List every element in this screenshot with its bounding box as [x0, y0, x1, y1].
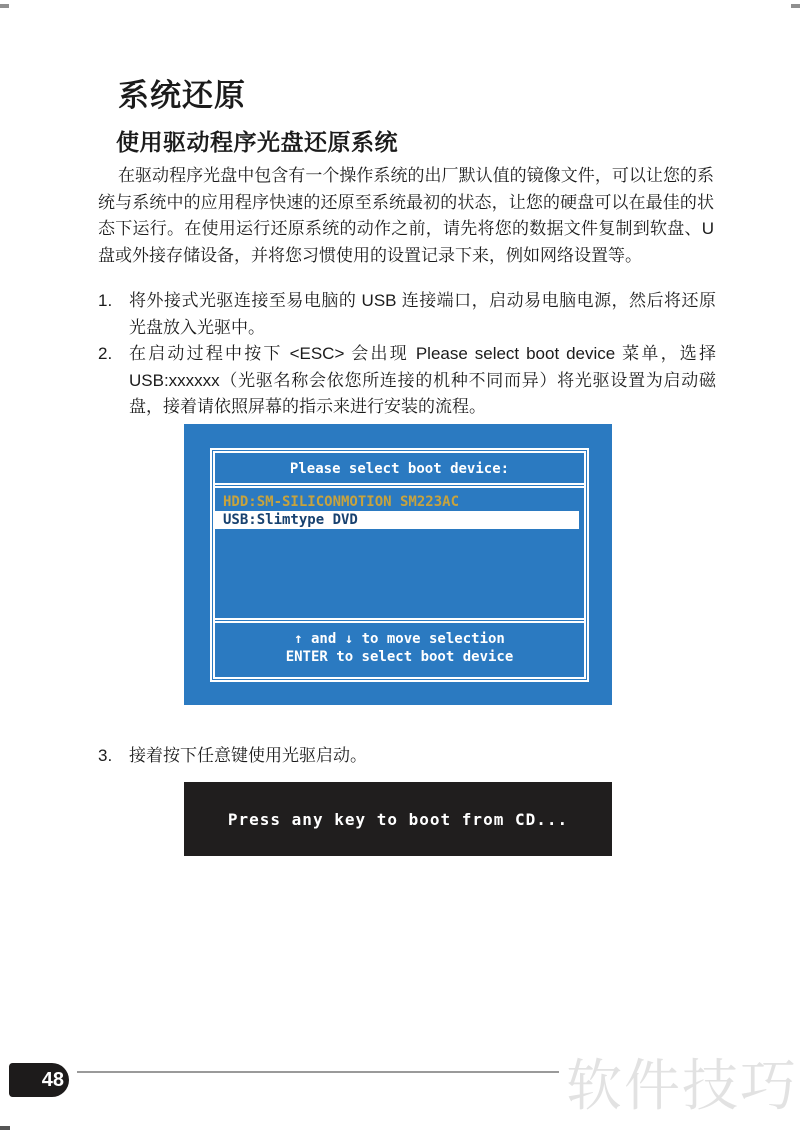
boot-hint-enter-select: ENTER to select boot device: [285, 649, 514, 665]
boot-hint-move-selection: ↑ and ↓ to move selection: [294, 631, 505, 647]
step-item-1: [98, 288, 716, 341]
boot-terminal-screenshot: [184, 782, 612, 856]
crop-mark-top-right: [791, 4, 800, 8]
footer-rule-line: [77, 1071, 559, 1073]
boot-device-option-usb-selected[interactable]: USB:Slimtype DVD: [215, 511, 579, 529]
terminal-message: Press any key to boot from CD...: [227, 809, 569, 829]
crop-mark-bottom-left: [0, 1126, 10, 1130]
step-item-3: [98, 743, 716, 770]
boot-device-list: [215, 488, 584, 618]
step-number: 1.: [98, 291, 113, 310]
section-title: 使用驱动程序光盘还原系统: [116, 129, 398, 155]
page-title: 系统还原: [118, 78, 246, 113]
step-item-2: [98, 341, 716, 421]
step-text: 接着按下任意键使用光驱启动。: [129, 746, 367, 765]
page-number: 48: [41, 1069, 64, 1091]
step-text: 在启动过程中按下 <ESC> 会出现 Please select boot device 菜单，选择 USB:xxxxxx（光驱名称会依您所连接的机种不同而异）将光驱设置为启动磁盘，接着请依照屏幕的指示来进行安装的流程。: [129, 344, 716, 416]
step-number: 3.: [98, 746, 113, 765]
crop-mark-top-left: [0, 4, 9, 8]
boot-menu-hints: [215, 618, 584, 677]
page-number-tab: [9, 1063, 69, 1097]
chapter-watermark: 软件技巧: [566, 1054, 798, 1117]
step-number: 2.: [98, 344, 113, 363]
boot-device-option-hdd[interactable]: HDD:SM-SILICONMOTION SM223AC: [223, 494, 460, 510]
boot-menu-title: Please select boot device:: [215, 453, 584, 488]
intro-paragraph: 在驱动程序光盘中包含有一个操作系统的出厂默认值的镜像文件，可以让您的系统与系统中的应用程序快速的还原至系统最初的状态，让您的硬盘可以在最佳的状态下运行。在使用运行还原系统的动作之前，请先将您的数据文件复制到软盘、U 盘或外接存储设备，并将您习惯使用的设置记录下来，例如网络设置等。: [98, 166, 714, 265]
boot-device-screenshot: [184, 424, 612, 705]
step-text: 将外接式光驱连接至易电脑的 USB 连接端口，启动易电脑电源，然后将还原光盘放入光驱中。: [129, 291, 716, 337]
boot-menu-frame: [210, 448, 589, 682]
